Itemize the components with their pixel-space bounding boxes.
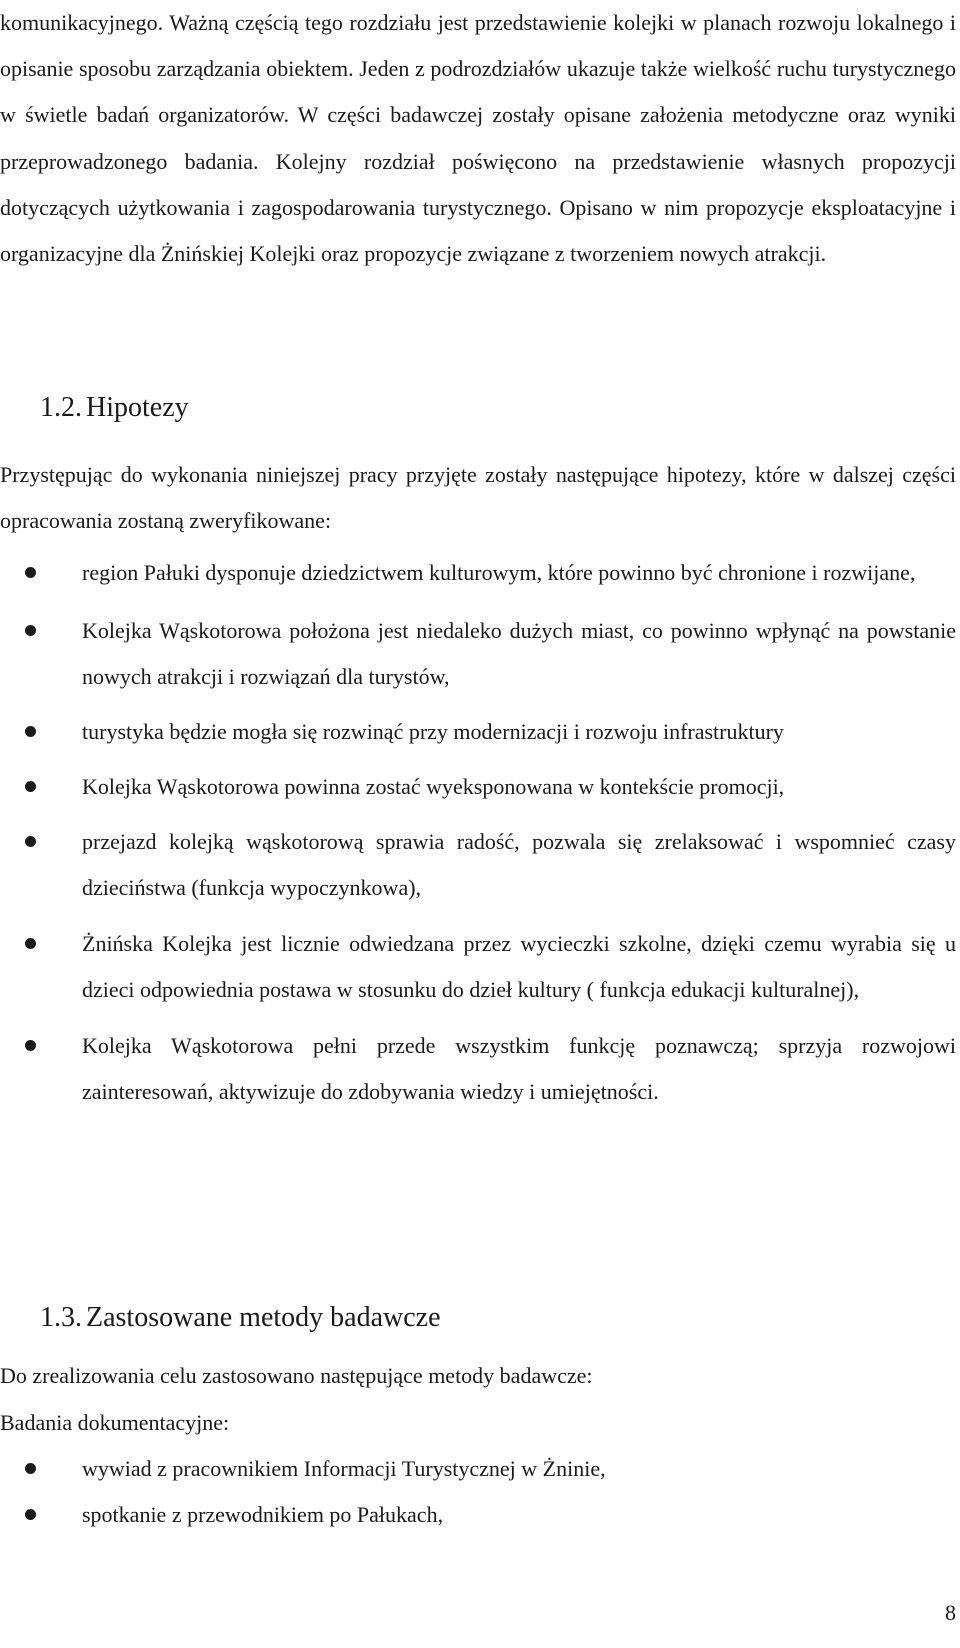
- intro-paragraph: komunikacyjnego. Ważną częścią tego rozdziału jest przedstawienie kolejki w planach rozwoju lokalnego i opisanie sposobu zarządzania obiektem. Jeden z podrozdziałów ukazuje także wielkość ruchu turystycznego w świetle badań organizatorów. W części badawczej zostały opisane założenia metodyczne oraz wyniki przeprowadzonego badania. Kolejny rozdział poświęcono na przedstawienie własnych propozycji dotyczących użytkowania i zagospodarowania turystycznego. Opisano w nim propozycje eksploatacyjne i organizacyjne dla Żnińskiej Kolejki oraz propozycje związane z tworzeniem nowych atrakcji.: [0, 10, 956, 267]
- bullet-icon: [25, 938, 36, 949]
- list-item-text: Kolejka Wąskotorowa położona jest niedaleko dużych miast, co powinno wpłynąć na powstanie nowych atrakcji i rozwiązań dla turystów,: [82, 618, 956, 689]
- list-item-text: Kolejka Wąskotorowa pełni przede wszystkim funkcję poznawczą; sprzyja rozwojowi zainteresowań, aktywizuje do zdobywania wiedzy i umiejętności.: [82, 1033, 956, 1104]
- hypotheses-list: [0, 550, 960, 1115]
- section-heading-hypotheses: [40, 392, 189, 424]
- list-item: [0, 709, 960, 755]
- methods-intro: Do zrealizowania celu zastosowano następujące metody badawcze:: [0, 1363, 593, 1388]
- list-item: [0, 764, 960, 810]
- methods-subheading: Badania dokumentacyjne:: [0, 1410, 230, 1435]
- bullet-icon: [25, 1509, 36, 1520]
- bullet-icon: [25, 1463, 36, 1474]
- list-item: [0, 550, 960, 596]
- section-heading-methods: [40, 1302, 441, 1334]
- list-item: [0, 921, 960, 1013]
- list-item-text: przejazd kolejką wąskotorową sprawia radość, pozwala się zrelaksować i wspomnieć czasy dzieciństwa (funkcja wypoczynkowa),: [82, 829, 956, 900]
- bullet-icon: [25, 781, 36, 792]
- section-title: Hipotezy: [86, 392, 189, 423]
- bullet-icon: [25, 625, 36, 636]
- bullet-icon: [25, 1040, 36, 1051]
- methods-list: [0, 1446, 960, 1538]
- page-number: 8: [945, 1600, 956, 1625]
- list-item: [0, 608, 960, 700]
- list-item-text: wywiad z pracownikiem Informacji Turystycznej w Żninie,: [82, 1456, 606, 1481]
- hypotheses-intro-paragraph: Przystępując do wykonania niniejszej pracy przyjęte zostały następujące hipotezy, które w dalszej części opracowania zostaną zweryfikowane:: [0, 462, 956, 534]
- list-item: [0, 1446, 960, 1492]
- list-item-text: region Pałuki dysponuje dziedzictwem kulturowym, które powinno być chronione i rozwijane,: [82, 560, 916, 585]
- section-number: 1.3.: [40, 1302, 82, 1333]
- list-item-text: Kolejka Wąskotorowa powinna zostać wyeksponowana w kontekście promocji,: [82, 774, 785, 799]
- bullet-icon: [25, 726, 36, 737]
- list-item-text: spotkanie z przewodnikiem po Pałukach,: [82, 1502, 444, 1527]
- section-number: 1.2.: [40, 392, 82, 423]
- list-item-text: Żnińska Kolejka jest licznie odwiedzana przez wycieczki szkolne, dzięki czemu wyrabia się u dzieci odpowiednia postawa w stosunku do dzieł kultury ( funkcja edukacji kulturalnej),: [82, 931, 956, 1002]
- list-item: [0, 819, 960, 911]
- list-item: [0, 1023, 960, 1115]
- section-title: Zastosowane metody badawcze: [86, 1302, 441, 1333]
- list-item: [0, 1492, 960, 1538]
- bullet-icon: [25, 567, 36, 578]
- list-item-text: turystyka będzie mogła się rozwinąć przy modernizacji i rozwoju infrastruktury: [82, 719, 784, 744]
- bullet-icon: [25, 836, 36, 847]
